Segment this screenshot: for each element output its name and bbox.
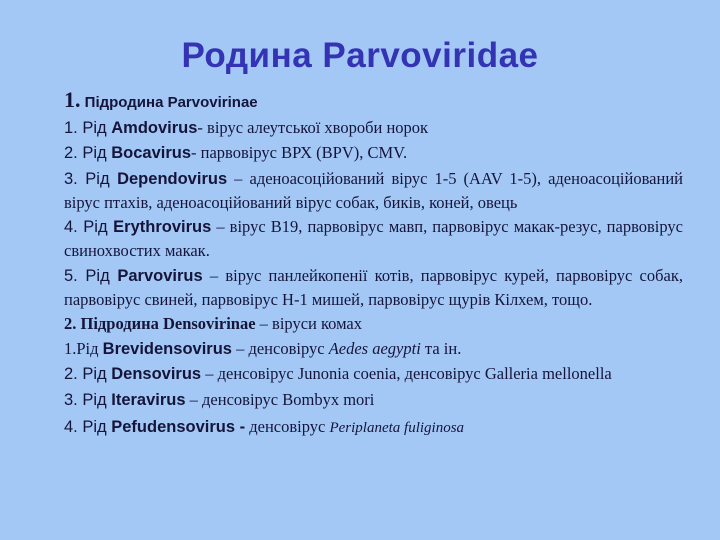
list-item-iteravirus bbox=[64, 388, 683, 412]
section-heading-densovirinae bbox=[64, 312, 683, 335]
list-item-bocavirus bbox=[64, 141, 683, 165]
item-description: – вірус панлейкопенії котів, парвовірус курей, парвовірус собак, парвовірус свиней, парвовірус H-1 мишей, парвовірус щурів Кілхем, тощо. bbox=[64, 265, 683, 309]
list-item-densovirus bbox=[64, 362, 683, 386]
item-prefix: 2. Рід bbox=[64, 144, 112, 162]
list-item-pefudensovirus bbox=[64, 415, 683, 440]
genus-name: Densovirus bbox=[111, 365, 202, 383]
item-prefix: 4. Рід bbox=[64, 417, 112, 436]
item-prefix: 3. Рід bbox=[64, 390, 112, 409]
genus-name: Bocavirus bbox=[111, 144, 192, 162]
genus-name: Erythrovirus bbox=[113, 218, 212, 236]
list-item-erythrovirus bbox=[64, 215, 683, 262]
slide-title: Родина Parvoviridae bbox=[181, 36, 539, 75]
item-prefix: 3. Рід bbox=[64, 169, 118, 188]
item-description: – аденоасоційований вірус 1-5 (AAV 1-5), аденоасоційований вірус птахів, аденоасоційований вірус собак, биків, коней, овець bbox=[64, 168, 683, 212]
species-name: Aedes aegypti bbox=[328, 338, 421, 358]
item-prefix: 1. Рід bbox=[64, 118, 112, 137]
section-description: – віруси комах bbox=[255, 314, 362, 333]
list-item-amdovirus bbox=[64, 116, 683, 140]
item-prefix: 1.Рід bbox=[64, 338, 103, 358]
genus-name: Brevidensovirus bbox=[102, 339, 232, 358]
item-description: – вірус B19, парвовірус мавп, парвовірус макак-резус, парвовірус свинохвостих макак. bbox=[64, 217, 683, 260]
item-prefix: 2. Рід bbox=[64, 365, 112, 383]
item-prefix: 4. Рід bbox=[64, 218, 114, 236]
section-number: 1 bbox=[64, 87, 75, 112]
genus-name: Pefudensovirus - bbox=[111, 417, 246, 436]
genus-name: Dependovirus bbox=[117, 169, 228, 188]
item-description: – денсовірус bbox=[231, 338, 329, 358]
section-number-dot: . bbox=[75, 87, 81, 112]
item-description: - парвовірус ВРХ (BPV), CMV. bbox=[191, 143, 408, 162]
list-item-brevidensovirus bbox=[64, 337, 683, 361]
genus-name: Amdovirus bbox=[111, 118, 198, 137]
item-prefix: 5. Рід bbox=[64, 266, 118, 285]
genus-name: Parvovirus bbox=[117, 266, 203, 285]
species-name: Periplaneta fuliginosa bbox=[329, 419, 465, 436]
item-description: денсовірус bbox=[245, 416, 330, 436]
item-description: - вірус алеутської хвороби норок bbox=[197, 117, 429, 137]
list-item-parvovirus bbox=[64, 264, 683, 311]
item-description: – денсовірус Bombyx mori bbox=[185, 389, 375, 409]
section-heading-parvovirinae bbox=[64, 88, 683, 114]
section-label: 2. Підродина Densovirinae bbox=[64, 314, 256, 333]
list-item-dependovirus bbox=[64, 167, 683, 214]
item-suffix: та ін. bbox=[420, 338, 462, 358]
item-description: – денсовірус Junonia coenia, денсовірус Galleria mellonella bbox=[201, 364, 612, 383]
section-label: Підродина Parvovirinae bbox=[80, 94, 258, 111]
genus-name: Iteravirus bbox=[111, 390, 186, 409]
slide-content bbox=[64, 88, 683, 441]
